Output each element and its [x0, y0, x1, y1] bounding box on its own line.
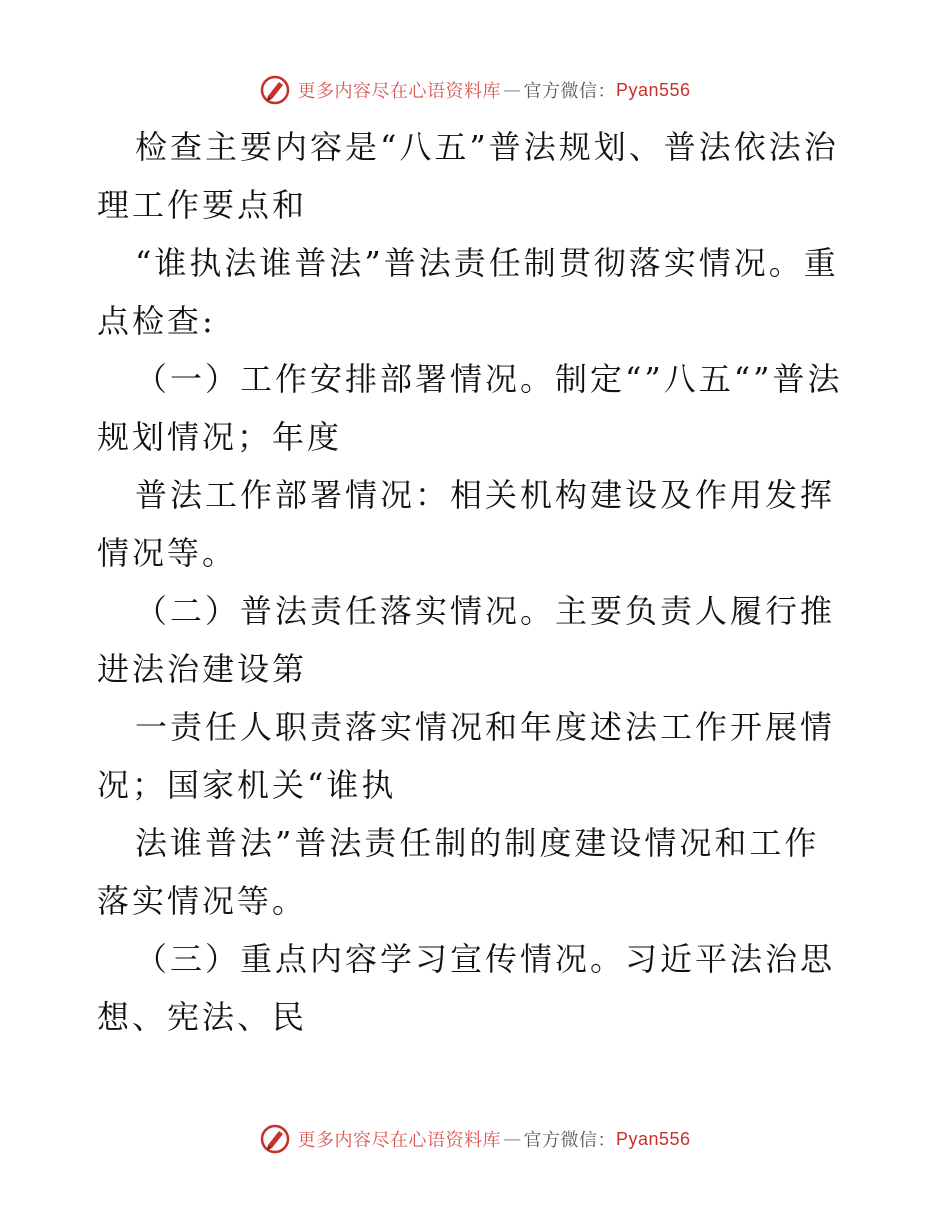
document-body — [97, 118, 853, 1046]
paragraph: 检查主要内容是“八五”普法规划、普法依法治理工作要点和 — [97, 128, 839, 224]
watermark-text: 更多内容尽在心语资料库 — [297, 1130, 501, 1151]
header-watermark — [0, 72, 950, 108]
watermark-label: 官方微信： — [523, 81, 616, 102]
paragraph: 法谁普法”普法责任制的制度建设情况和工作落实情况等。 — [97, 824, 820, 920]
paragraph: 一责任人职责落实情况和年度述法工作开展情况；国家机关“谁执 — [97, 708, 836, 804]
watermark-account: Pyan556 — [615, 1128, 691, 1149]
pen-logo-icon — [259, 1123, 291, 1155]
watermark-text: 更多内容尽在心语资料库 — [297, 81, 501, 102]
paragraph: “谁执法谁普法”普法责任制贯彻落实情况。重点检查: — [97, 244, 839, 340]
watermark-separator: — — [502, 1128, 522, 1150]
footer-watermark — [0, 1121, 950, 1157]
pen-logo-icon — [259, 74, 291, 106]
watermark-label: 官方微信： — [523, 1130, 616, 1151]
watermark-account: Pyan556 — [615, 79, 691, 100]
paragraph: （二）普法责任落实情况。主要负责人履行推进法治建设第 — [97, 592, 836, 688]
paragraph: （一）工作安排部署情况。制定“”八五“”普法规划情况；年度 — [97, 360, 843, 456]
watermark-separator: — — [502, 79, 522, 101]
paragraph: （三）重点内容学习宣传情况。习近平法治思想、宪法、民 — [97, 940, 836, 1036]
paragraph: 普法工作部署情况：相关机构建设及作用发挥情况等。 — [97, 476, 836, 572]
